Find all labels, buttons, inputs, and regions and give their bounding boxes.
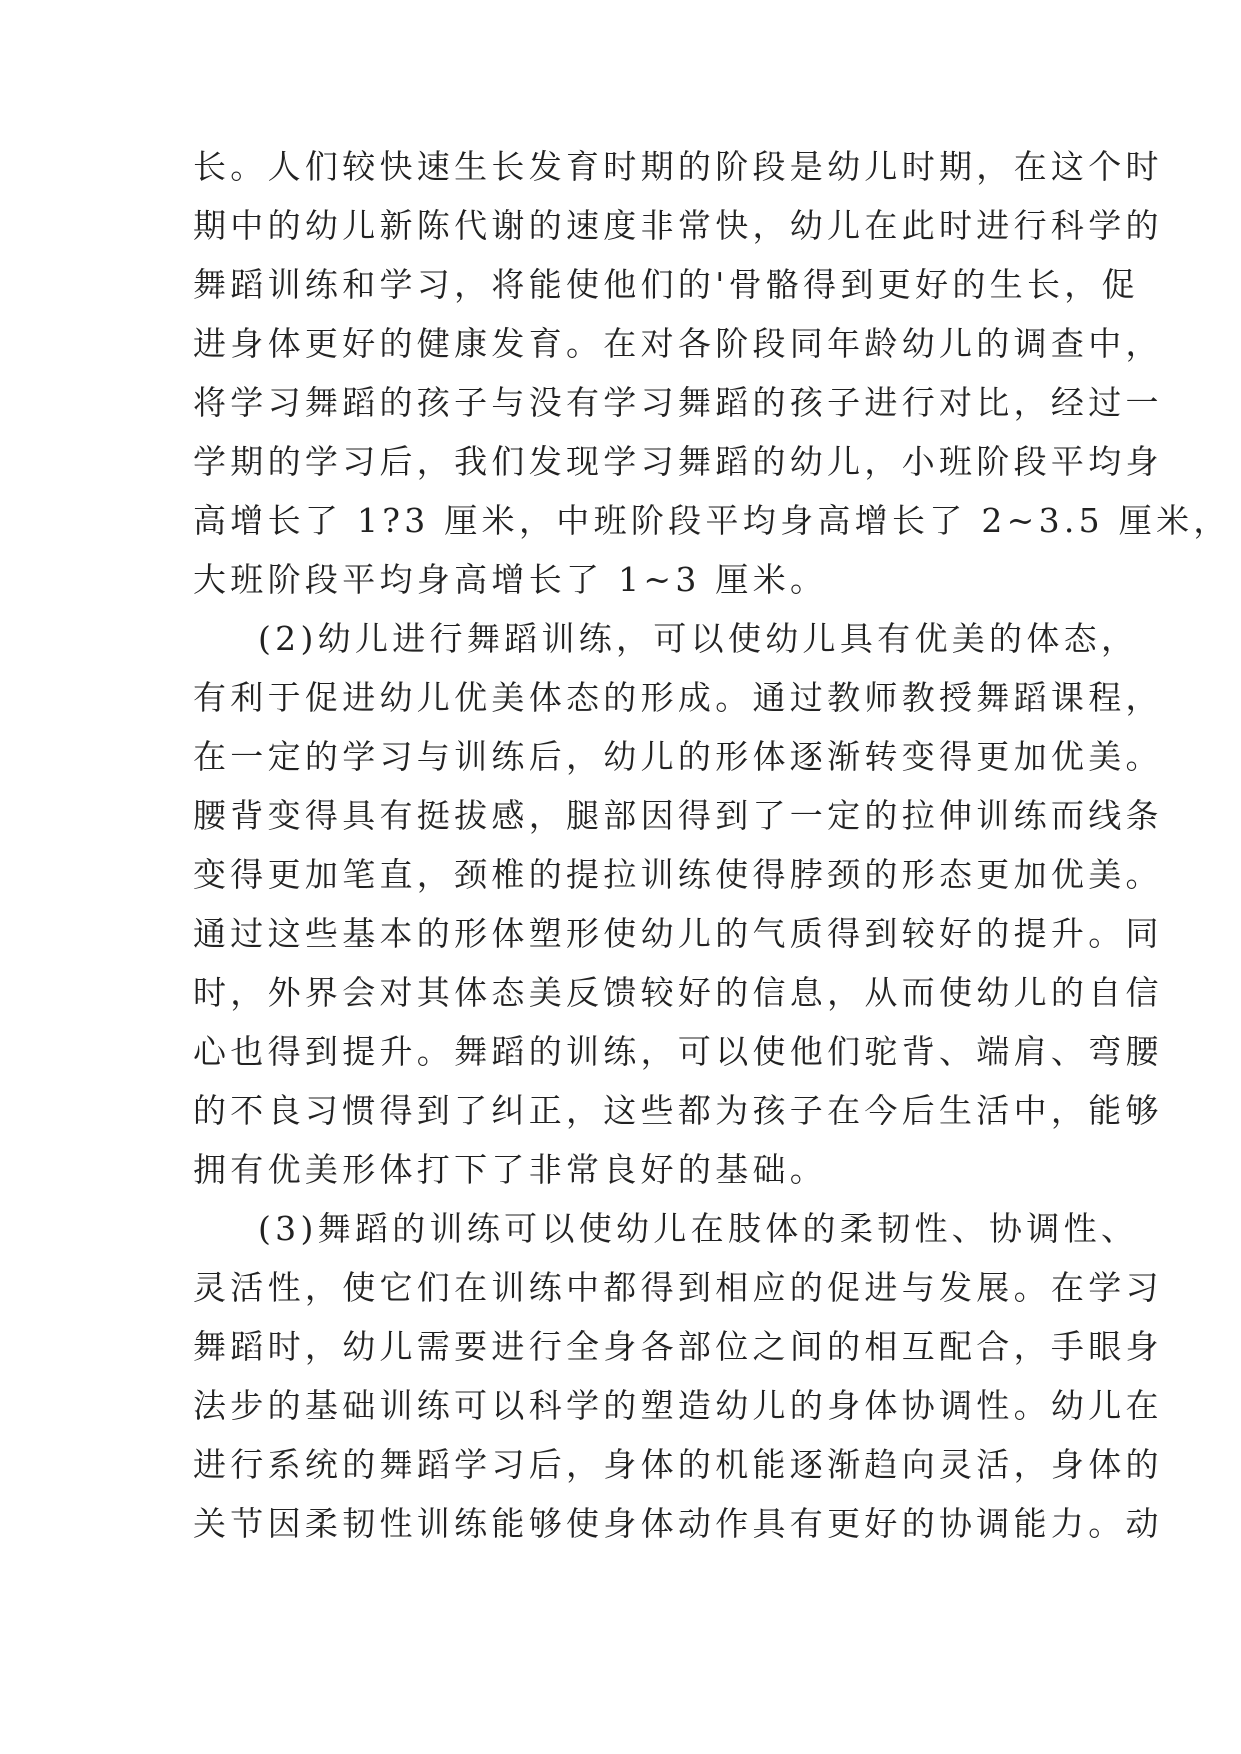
text-line: 高增长了 1?3 厘米，中班阶段平均身高增长了 2~3.5 厘米， [193, 501, 1231, 540]
text-line: 时，外界会对其体态美反馈较好的信息，从而使幼儿的自信 [193, 973, 1163, 1012]
text-line: 的不良习惯得到了纠正，这些都为孩子在今后生活中，能够 [193, 1091, 1163, 1130]
text-line: 进行系统的舞蹈学习后，身体的机能逐渐趋向灵活，身体的 [193, 1445, 1163, 1484]
text-line: 大班阶段平均身高增长了 1~3 厘米。 [193, 560, 828, 599]
text-line: 通过这些基本的形体塑形使幼儿的气质得到较好的提升。同 [193, 914, 1163, 953]
text-line: 心也得到提升。舞蹈的训练，可以使他们驼背、端肩、弯腰 [193, 1032, 1163, 1071]
text-line: 舞蹈训练和学习，将能使他们的'骨骼得到更好的生长，促 [193, 265, 1139, 304]
text-line: 舞蹈时，幼儿需要进行全身各部位之间的相互配合，手眼身 [193, 1327, 1163, 1366]
text-line: 学期的学习后，我们发现学习舞蹈的幼儿，小班阶段平均身 [193, 442, 1163, 481]
text-line: 变得更加笔直，颈椎的提拉训练使得脖颈的形态更加优美。 [193, 855, 1163, 894]
text-line: 法步的基础训练可以科学的塑造幼儿的身体协调性。幼儿在 [193, 1386, 1163, 1425]
paragraph-2-first-line: (2)幼儿进行舞蹈训练，可以使幼儿具有优美的体态， [258, 619, 1139, 658]
text-line: 有利于促进幼儿优美体态的形成。通过教师教授舞蹈课程， [193, 678, 1163, 717]
text-line: 期中的幼儿新陈代谢的速度非常快，幼儿在此时进行科学的 [193, 206, 1163, 245]
text-line: 灵活性，使它们在训练中都得到相应的促进与发展。在学习 [193, 1268, 1163, 1307]
text-line: 进身体更好的健康发育。在对各阶段同年龄幼儿的调查中， [193, 324, 1163, 363]
paragraph-3-first-line: (3)舞蹈的训练可以使幼儿在肢体的柔韧性、协调性、 [258, 1209, 1139, 1248]
text-line: 在一定的学习与训练后，幼儿的形体逐渐转变得更加优美。 [193, 737, 1163, 776]
text-line: 拥有优美形体打下了非常良好的基础。 [193, 1150, 828, 1189]
text-line: 关节因柔韧性训练能够使身体动作具有更好的协调能力。动 [193, 1504, 1163, 1543]
text-line: 长。人们较快速生长发育时期的阶段是幼儿时期，在这个时 [193, 147, 1163, 186]
text-line: 将学习舞蹈的孩子与没有学习舞蹈的孩子进行对比，经过一 [193, 383, 1163, 422]
text-line: 腰背变得具有挺拔感，腿部因得到了一定的拉伸训练而线条 [193, 796, 1163, 835]
